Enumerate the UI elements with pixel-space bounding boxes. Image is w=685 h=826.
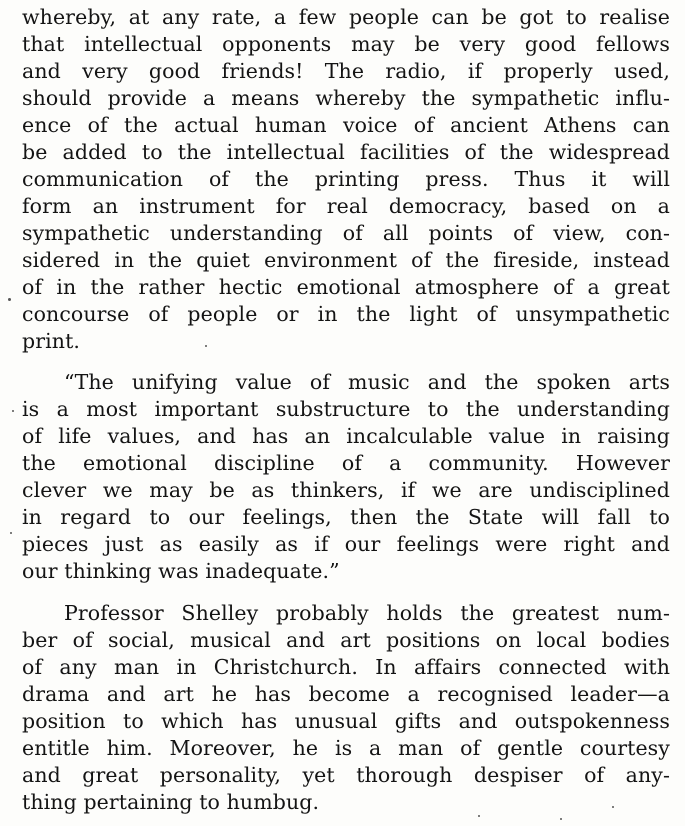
text-line: drama and art he has become a recognised leader—a [22,682,670,706]
scan-speck [12,410,14,412]
text-line: should provide a means whereby the sympathetic influ- [22,86,670,110]
text-line: that intellectual opponents may be very good fellows [22,32,670,56]
text-line: of life values, and has an incalculable value in raising [22,424,670,448]
text-line: thing pertaining to humbug. [22,790,320,814]
text-line: the emotional discipline of a community. However [22,451,670,475]
text-line: clever we may be as thinkers, if we are undisciplined [22,478,670,502]
text-line: position to which has unusual gifts and outspokenness [22,709,670,733]
text-line: Professor Shelley probably holds the greatest num- [64,601,670,625]
scan-speck [612,806,614,808]
text-line: sympathetic understanding of all points of view, con- [22,221,670,245]
text-line: ber of social, musical and art positions on local bodies [22,628,670,652]
text-line: pieces just as easily as if our feelings were right and [22,532,670,556]
text-line: “The unifying value of music and the spoken arts [64,370,670,394]
text-line: ence of the actual human voice of ancient Athens can [22,113,670,137]
scan-speck [205,345,207,347]
scan-speck [560,818,562,820]
text-line: entitle him. Moreover, he is a man of gentle courtesy [22,736,670,760]
text-line: form an instrument for real democracy, based on a [22,194,670,218]
text-line: concourse of people or in the light of unsympathetic [22,302,670,326]
text-line: be added to the intellectual facilities of the widespread [22,140,670,164]
scan-speck [8,298,11,301]
text-line: whereby, at any rate, a few people can be got to realise [22,5,670,29]
scan-speck [478,815,480,817]
text-line: and great personality, yet thorough despiser of any- [22,763,670,787]
text-line: sidered in the quiet environment of the fireside, instead [22,248,670,272]
text-line: of in the rather hectic emotional atmosphere of a great [22,275,670,299]
scan-speck [10,532,12,534]
text-line: and very good friends! The radio, if properly used, [22,59,670,83]
text-line: our thinking was inadequate.” [22,559,340,583]
text-line: of any man in Christchurch. In affairs connected with [22,655,670,679]
text-line: in regard to our feelings, then the State will fall to [22,505,670,529]
text-line: print. [22,329,81,353]
text-line: is a most important substructure to the understanding [22,397,670,421]
text-line: communication of the printing press. Thus it will [22,167,670,191]
